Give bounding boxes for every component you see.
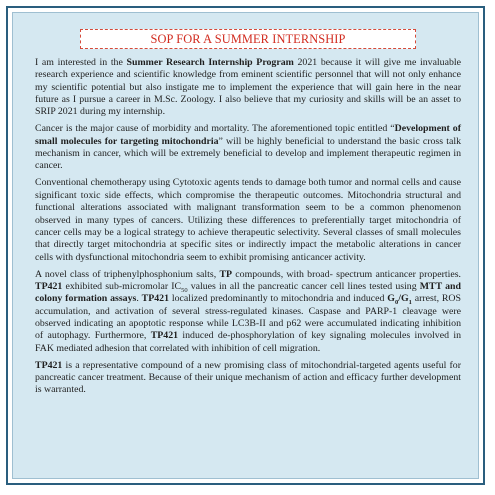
page-title: SOP FOR A SUMMER INTERNSHIP [150,32,346,46]
p1-bold-program: Summer Research Internship Program [126,57,294,68]
p4-text-c: compounds, with broad- spectrum anticancer properties. [232,268,461,280]
paragraph-4 [35,269,461,355]
document-body [35,57,461,401]
p5-bold-tp421: TP421 [35,359,63,371]
p5-text-b: is a representative compound of a new promising class of mitochondrial-targeted agents useful for pancreatic cancer treatment. Because of their unique mechanism of action and efficacy further development is warranted. [35,359,461,396]
p4-text-h: . [136,293,142,305]
p2-text-c: ” will be highly beneficial to understand the basic cross talk mechanism in cancer, which will be extremely beneficial to develop and implement therapeutic regimen in cancer. [35,135,462,172]
p4-text-n: induced de-phosphorylation of key signaling molecules involved in FAK mediated adhesion that correlated with inhibition of cell migration. [35,330,461,354]
p3-text-a: Conventional chemotherapy using Cytotoxic agents tends to damage both tumor and normal cells and cause significant toxic side effects, which compromise the therapeutic outcomes. Mitochondria structural and functional alterations associated with malignant transformation seem to be a common phenomenon observed in many types of cancers. Utilizing these differences to preferentially target mitochondria of cancer cells may be a logical strategy to achieve therapeutic selectivity. Several classes of small molecules that directly target mitochondria at specific sites or indirectly impact the metabolic alterations in cancer cells with dysfunctional mitochondria seem to exhibit promising anticancer activity. [35,177,461,263]
p4-g0-letter: G [387,293,395,305]
p2-bold-topic: Development of small molecules for targeting mitochondria [35,123,461,147]
p4-bold-tp: TP [219,268,233,280]
p4-bold-g0g1 [387,293,412,307]
p4-bold-tp421-2: TP421 [141,293,170,305]
p4-text-a: A novel class of triphenylphosphonium salts, [35,268,220,280]
paragraph-3 [35,177,461,263]
p4-text-f: values in all the pancreatic cancer cell lines tested using [187,280,420,292]
p4-ic50-subscript: 50 [181,286,188,294]
paragraph-5 [35,360,461,397]
paragraph-1 [35,57,461,119]
p4-bold-tp421-1: TP421 [35,280,63,292]
p1-text-c: 2021 because it will give me invaluable research experience and scientific knowledge from eminent scientific personnel that will not only enhance my scientific potential but also instigate me to implement the experience that will gain here in the near future as I pursue a career in M.Sc. Zoology. I also believe that my curiosity and skills will be an asset to SRIP 2021 during my internship. [35,57,461,118]
p4-g0-subscript: 0 [394,299,399,307]
paragraph-2 [35,123,461,172]
title-box [80,29,416,49]
p2-text-a: Cancer is the major cause of morbidity and mortality. The aforementioned topic entitled “ [35,123,395,135]
p1-text-a: I am interested in the [35,57,127,68]
p4-g1-subscript: 1 [408,299,412,307]
p4-text-l: arrest, ROS accumulation, and activation of several stress-regulated kinases. Caspase and PARP-1 cleavage were observed indicating an apoptotic response while LC3B-II and p62 were accumulated indicating inhibition of autophagy. Furthermore, [35,293,462,342]
p4-bold-tp421-3: TP421 [150,330,179,342]
p4-g1-letter: /G [398,293,409,305]
p4-text-e: exhibited sub-micromolar IC [62,280,182,292]
p4-text-j: localized predominantly to mitochondria and induced [169,293,388,305]
p4-bold-assays: MTT and colony formation assays [35,280,462,305]
